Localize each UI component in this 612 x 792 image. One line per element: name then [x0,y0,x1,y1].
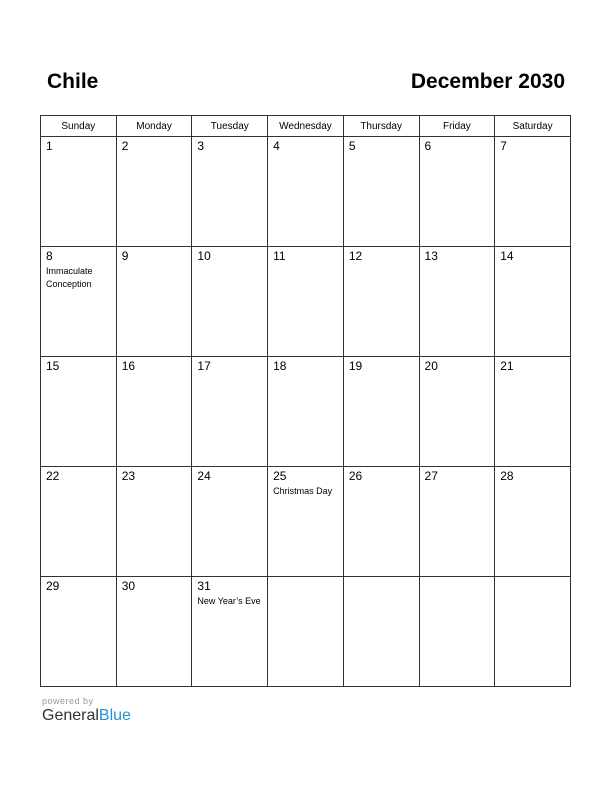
day-number: 1 [46,139,53,153]
day-cell [495,467,571,577]
holiday-label [117,263,192,265]
holiday-label: Immaculate Conception [46,266,93,289]
holiday-label: Christmas Day [273,486,333,496]
holiday-label [420,580,495,582]
day-number: 28 [500,469,514,483]
day-number: 8 [46,249,53,263]
day-cell [495,247,571,357]
country-title: Chile [47,70,99,93]
holiday-label [344,153,419,155]
day-cell [192,467,268,577]
day-cell [495,137,571,247]
day-cell [192,577,268,687]
day-cell [343,247,419,357]
day-number: 10 [197,249,211,263]
day-cell [268,247,344,357]
week-row [41,247,571,357]
holiday-label [495,153,570,155]
day-number: 4 [273,139,280,153]
holiday-label [495,373,570,375]
weekday-sunday: Sunday [41,116,117,137]
week-row [41,467,571,577]
weekday-friday: Friday [419,116,495,137]
day-number: 15 [46,359,60,373]
weekday-wednesday: Wednesday [268,116,344,137]
holiday-label [344,580,419,582]
day-number: 22 [46,469,60,483]
day-cell [192,137,268,247]
holiday-label [41,483,116,485]
day-number: 17 [197,359,211,373]
day-cell [41,247,117,357]
day-number: 6 [424,139,432,153]
day-number: 29 [46,579,60,593]
day-cell [116,467,192,577]
day-cell [419,137,495,247]
weekday-thursday: Thursday [343,116,419,137]
week-row [41,577,571,687]
day-number: 11 [273,249,286,263]
day-number: 5 [348,139,356,153]
holiday-label [192,373,267,375]
holiday-label [420,483,495,485]
logo-text-general: General [42,707,99,724]
weekday-saturday: Saturday [495,116,571,137]
holiday-label [41,153,116,155]
holiday-label [344,483,419,485]
day-number: 7 [500,139,507,153]
day-cell [41,577,117,687]
day-cell [116,357,192,467]
holiday-label [41,593,116,595]
day-cell [343,467,419,577]
day-number: 12 [348,249,363,263]
day-cell [268,467,344,577]
day-number: 30 [121,579,136,593]
holiday-label [117,373,192,375]
day-cell [343,137,419,247]
day-cell [268,357,344,467]
holiday-label [268,153,343,155]
logo-text-blue: Blue [98,707,131,724]
powered-by-label: powered by [42,696,94,706]
weekday-tuesday: Tuesday [192,116,268,137]
holiday-label [117,593,192,595]
day-number: 18 [273,359,287,373]
day-cell [419,577,495,687]
day-cell [116,247,192,357]
holiday-label [344,373,419,375]
day-cell [41,137,117,247]
day-cell [116,137,192,247]
day-cell [268,137,344,247]
day-cell [495,357,571,467]
day-number: 21 [500,359,514,373]
day-cell [41,357,117,467]
day-cell [495,577,571,687]
calendar-grid [40,115,571,687]
holiday-label [420,263,495,265]
week-row [41,357,571,467]
day-number: 20 [424,359,438,373]
holiday-label [268,373,343,375]
holiday-label [117,153,192,155]
day-number: 25 [273,469,287,483]
day-cell [343,577,419,687]
day-cell [192,357,268,467]
holiday-label [268,263,343,265]
day-number: 9 [121,249,129,263]
generalblue-logo[interactable] [42,707,131,725]
day-number: 16 [121,359,136,373]
day-number: 24 [197,469,211,483]
day-number: 19 [348,359,363,373]
holiday-label [268,580,343,582]
holiday-label [495,580,570,582]
day-cell [116,577,192,687]
holiday-label [344,263,419,265]
day-number: 27 [424,469,438,483]
holiday-label [117,483,192,485]
holiday-label: New Year’s Eve [197,596,261,606]
day-number: 2 [121,139,129,153]
weekday-monday: Monday [116,116,192,137]
footer-branding [42,696,131,725]
weekday-header-row [41,116,571,137]
month-year-title: December 2030 [410,70,565,93]
holiday-label [420,373,495,375]
day-cell [268,577,344,687]
day-cell [419,357,495,467]
day-number: 3 [197,139,205,153]
holiday-label [192,153,267,155]
day-number: 23 [121,469,136,483]
holiday-label [420,153,495,155]
day-cell [192,247,268,357]
holiday-label [192,483,267,485]
week-row [41,137,571,247]
day-cell [41,467,117,577]
holiday-label [495,263,570,265]
day-cell [419,247,495,357]
day-cell [343,357,419,467]
day-number: 14 [500,249,514,263]
holiday-label [41,373,116,375]
holiday-label [192,263,267,265]
holiday-label [495,483,570,485]
day-number: 31 [197,579,211,593]
day-number: 13 [424,249,438,263]
day-cell [419,467,495,577]
day-number: 26 [348,469,363,483]
